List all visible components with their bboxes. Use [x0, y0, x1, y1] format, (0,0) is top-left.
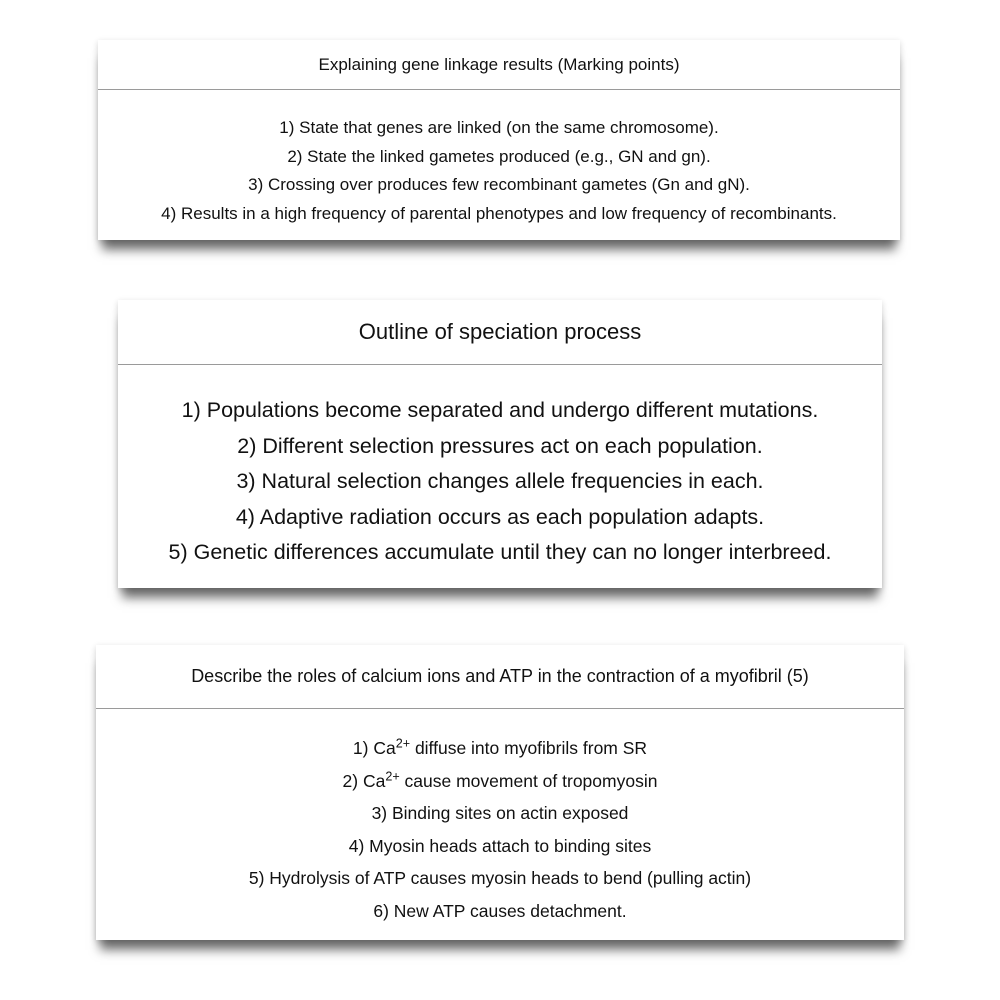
speciation-card: [118, 300, 882, 588]
card-title: Explaining gene linkage results (Marking points): [98, 40, 900, 90]
list-item: 3) Crossing over produces few recombinant gametes (Gn and gN).: [248, 175, 750, 194]
list-item: 2) State the linked gametes produced (e.g., GN and gn).: [287, 146, 711, 166]
list-item-text: diffuse into myofibrils from SR: [410, 738, 648, 758]
card-body: [118, 365, 882, 571]
list-item-text: cause movement of tropomyosin: [399, 770, 658, 791]
list-item: [96, 732, 904, 765]
list-item: 1) Populations become separated and undergo different mutations.: [181, 398, 819, 422]
list-item: [96, 765, 904, 798]
list-item: 2) Different selection pressures act on each population.: [237, 433, 763, 458]
list-item: 5) Genetic differences accumulate until they can no longer interbreed.: [168, 540, 832, 564]
list-item-text: 1) Ca: [352, 738, 396, 758]
card-body: [98, 90, 900, 228]
muscle-contraction-card: [96, 645, 904, 940]
superscript-charge: 2+: [385, 769, 400, 784]
card-title: Describe the roles of calcium ions and ATP in the contraction of a myofibril (5): [96, 645, 904, 709]
list-item: 1) State that genes are linked (on the same chromosome).: [279, 118, 719, 137]
gene-linkage-card: [98, 40, 900, 240]
list-item-text: 2) Ca: [342, 770, 386, 791]
superscript-charge: 2+: [395, 736, 411, 751]
card-body: [96, 709, 904, 927]
list-item: 5) Hydrolysis of ATP causes myosin heads to bend (pulling actin): [248, 868, 752, 888]
list-item: 4) Myosin heads attach to binding sites: [348, 835, 652, 856]
card-title: Outline of speciation process: [118, 300, 882, 365]
list-item: 4) Results in a high frequency of parental phenotypes and low frequency of recombinants.: [161, 203, 837, 223]
list-item: 3) Binding sites on actin exposed: [371, 803, 629, 823]
list-item: 6) New ATP causes detachment.: [373, 900, 627, 921]
list-item: 3) Natural selection changes allele frequencies in each.: [236, 469, 764, 493]
list-item: 4) Adaptive radiation occurs as each population adapts.: [235, 504, 765, 529]
